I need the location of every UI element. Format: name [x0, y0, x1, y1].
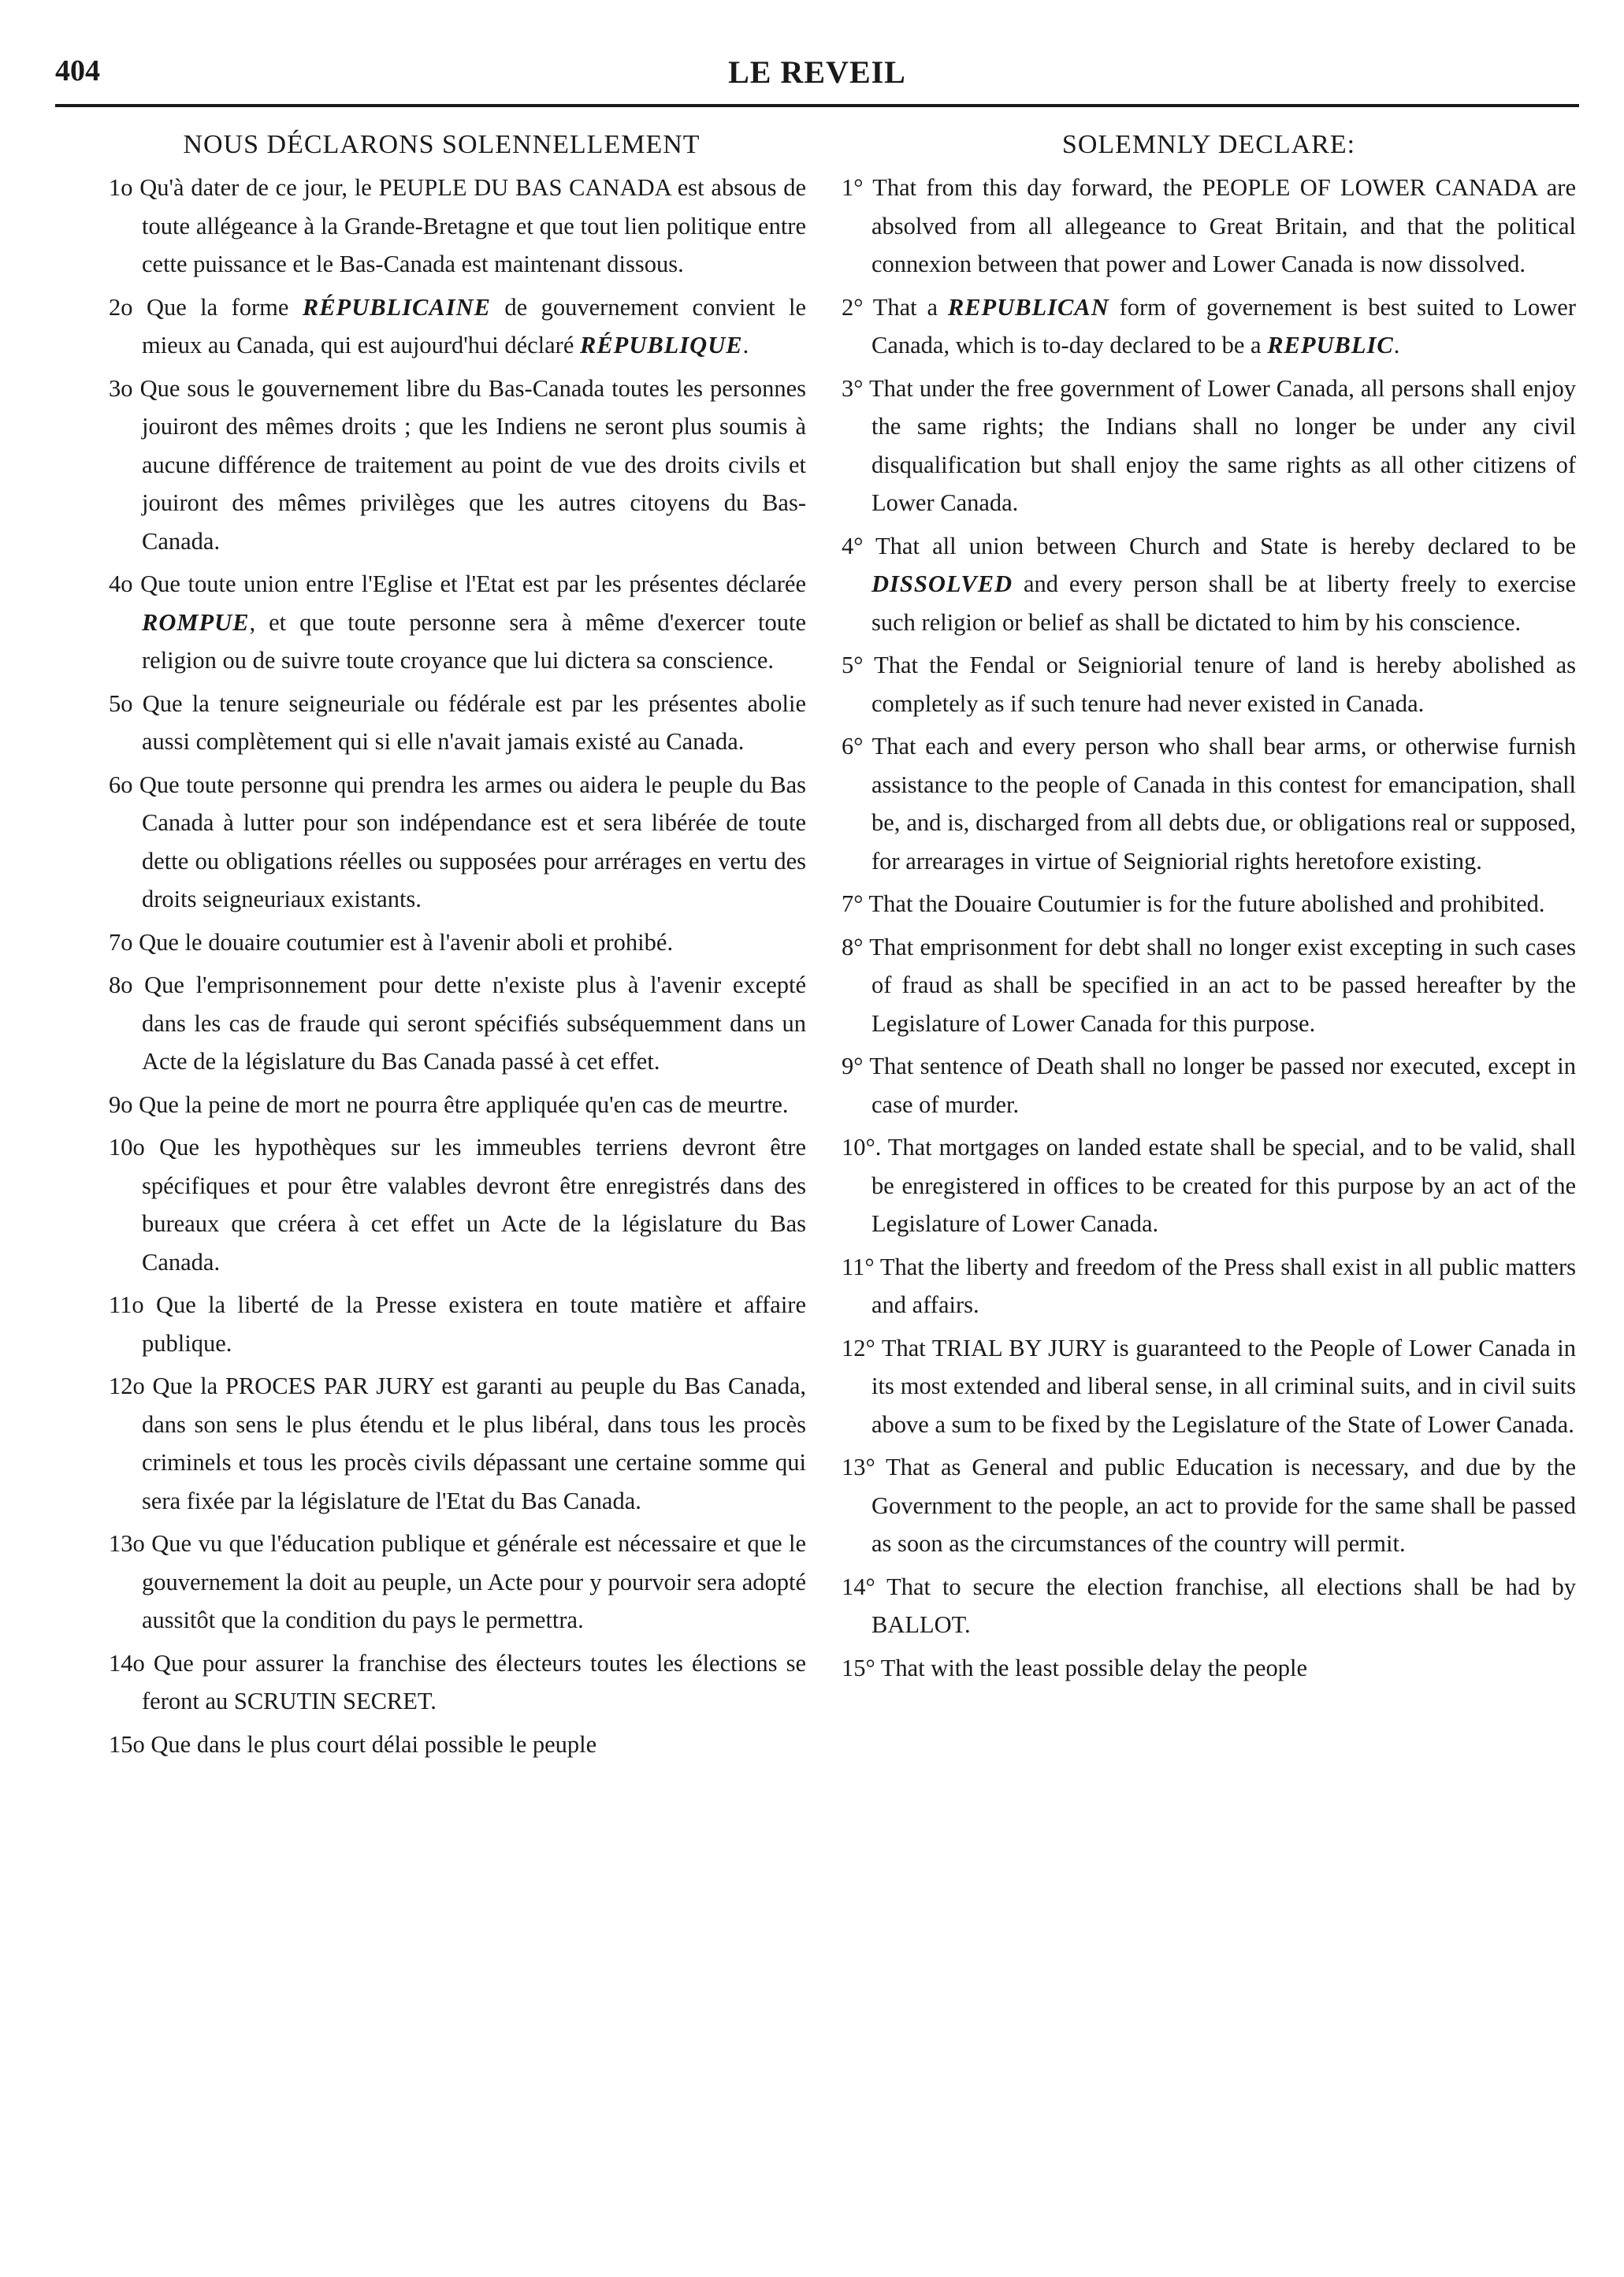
french-article-2 [109, 288, 806, 365]
article-text: Que la peine de mort ne pourra être appliquée qu'en cas de meurtre. [139, 1090, 789, 1118]
article-number: 2° [842, 293, 864, 321]
english-column [842, 126, 1576, 1692]
article-text: Que la forme RÉPUBLICAINE de gouvernement convient le mieux au Canada, qui est aujourd'hui déclaré RÉPUBLIQUE. [142, 293, 806, 358]
article-text: That each and every person who shall bear arms, or otherwise furnish assistance to the people of Canada in this contest for emancipation, shall be, and is, discharged from all debts due, or obligations real or supposed, for arrearages in virtue of Seigniorial rights heretofore existing. [871, 733, 1577, 875]
article-number: 13o [109, 1530, 145, 1557]
english-article-1 [842, 169, 1576, 284]
article-text: Que toute personne qui prendra les armes ou aidera le peuple du Bas Canada à lutter pour son indépendance est et sera libérée de toute dette ou obligations réelles ou supposées pour arrérages en vertu des droits seigneuriaux existants. [139, 771, 806, 912]
article-number: 14° [842, 1573, 875, 1600]
french-article-1 [109, 169, 806, 284]
article-number: 3° [842, 374, 864, 402]
article-text: Que sous le gouvernement libre du Bas-Canada toutes les personnes jouiront des mêmes droits ; que les Indiens ne seront plus soumis à aucune différence de traitement au point de vue des droits civils et jouiront des mêmes privilèges que les autres citoyens du Bas-Canada. [139, 374, 807, 555]
article-number: 5° [842, 652, 864, 678]
english-article-4 [842, 527, 1576, 642]
article-text: Qu'à dater de ce jour, le PEUPLE DU BAS CANADA est absous de toute allégeance à la Grande-Bretagne et que tout lien politique entre cette puissance et le Bas-Canada est maintenant dissous. [139, 174, 806, 277]
article-number: 13° [842, 1454, 875, 1480]
article-number: 11° [842, 1253, 875, 1280]
article-number: 8° [842, 933, 864, 960]
article-text: That with the least possible delay the people [880, 1654, 1308, 1681]
article-text: Que la PROCES PAR JURY est garanti au peuple du Bas Canada, dans son sens le plus étendu et le plus libéral, dans tous les procès criminels et tous les procès civils dépassant une certaine somme qui sera fixée par la législature de l'Etat du Bas Canada. [142, 1373, 806, 1514]
article-number: 9o [109, 1090, 133, 1118]
article-text: That emprisonment for debt shall no longer exist excepting in such cases of fraud as shall be specified in an act to be passed hereafter by the Legislature of Lower Canada for this purpose. [869, 933, 1576, 1037]
french-article-9 [109, 1086, 806, 1124]
article-text: That as General and public Education is necessary, and due by the Government to the people, an act to provide for the same shall be passed as soon as the circumstances of the country will permit. [871, 1454, 1576, 1557]
article-text: Que vu que l'éducation publique et générale est nécessaire et que le gouvernement la doit au peuple, un Acte pour y pourvoir sera adopté aussitôt que la condition du pays le permettra. [142, 1530, 807, 1633]
article-text: Que la tenure seigneuriale ou fédérale est par les présentes abolie aussi complètement qui si elle n'avait jamais existé au Canada. [142, 689, 806, 755]
article-number: 4o [109, 570, 133, 597]
article-number: 8o [109, 971, 133, 998]
article-number: 6o [109, 771, 133, 798]
article-text: Que l'emprisonnement pour dette n'existe plus à l'avenir excepté dans les cas de fraude qui seront spécifiés subséquemment dans un Acte de la législature du Bas Canada passé à cet effet. [142, 971, 807, 1075]
article-number: 15o [109, 1730, 145, 1758]
article-text: That the Douaire Coutumier is for the future abolished and prohibited. [868, 890, 1545, 917]
english-heading: SOLEMNLY DECLARE: [1061, 130, 1356, 159]
french-article-14 [109, 1644, 806, 1721]
english-article-3 [842, 370, 1576, 522]
article-number: 11o [109, 1291, 144, 1318]
article-text: That the liberty and freedom of the Press shall exist in all public matters and affairs. [871, 1253, 1576, 1318]
english-article-14 [842, 1568, 1576, 1644]
article-number: 7° [842, 890, 864, 917]
english-article-5 [842, 646, 1576, 722]
french-article-10 [109, 1128, 806, 1281]
article-text: That sentence of Death shall no longer be passed nor executed, except in case of murder. [869, 1053, 1576, 1118]
french-article-3 [109, 370, 806, 561]
french-column [109, 126, 806, 1768]
article-text: That all union between Church and State is hereby declared to be DISSOLVED and every person shall be at liberty freely to exercise such religion or belief as shall be dictated to him by his conscience. [871, 532, 1576, 636]
header-rule [55, 104, 1579, 107]
page-number: 404 [55, 54, 100, 87]
running-title: LE REVEIL [728, 54, 906, 90]
article-number: 10°. [842, 1134, 882, 1161]
article-number: 12° [842, 1334, 875, 1361]
french-article-7 [109, 923, 806, 962]
english-article-10 [842, 1128, 1576, 1243]
french-article-15 [109, 1725, 806, 1764]
english-article-13 [842, 1448, 1576, 1563]
french-article-11 [109, 1286, 806, 1362]
french-article-4 [109, 565, 806, 680]
english-article-2 [842, 288, 1576, 365]
page-header [55, 46, 1579, 93]
article-text: Que toute union entre l'Eglise et l'Etat est par les présentes déclarée ROMPUE, et que toute personne sera à même d'exercer toute religion ou de suivre toute croyance que lui dictera sa conscience. [140, 570, 806, 674]
english-article-8 [842, 928, 1576, 1043]
article-text: Que pour assurer la franchise des électeurs toutes les élections se feront au SCRUTIN SECRET. [142, 1649, 807, 1714]
french-article-13 [109, 1525, 806, 1640]
english-article-15 [842, 1649, 1576, 1688]
french-heading: NOUS DÉCLARONS SOLENNELLEMENT [183, 130, 701, 159]
english-items [842, 169, 1576, 1687]
article-number: 1° [842, 174, 864, 201]
english-article-6 [842, 727, 1576, 880]
english-article-7 [842, 885, 1576, 923]
article-number: 4° [842, 532, 864, 559]
article-number: 10o [109, 1134, 145, 1161]
article-text: That the Fendal or Seigniorial tenure of land is hereby abolished as completely as if such tenure had never existed in Canada. [871, 652, 1576, 717]
article-text: That a REPUBLICAN form of governement is best suited to Lower Canada, which is to-day declared to be a REPUBLIC. [871, 293, 1576, 358]
article-text: Que le douaire coutumier est à l'avenir aboli et prohibé. [139, 928, 674, 956]
english-article-11 [842, 1248, 1576, 1324]
article-number: 6° [842, 733, 864, 760]
article-text: Que les hypothèques sur les immeubles terriens devront être spécifiques et pour être valables devront être enregistrés dans des bureaux que créera à cet effet un Acte de la législature du Bas Canada. [142, 1134, 807, 1276]
english-article-9 [842, 1047, 1576, 1124]
article-text: That TRIAL BY JURY is guaranteed to the People of Lower Canada in its most extended and liberal sense, in all criminal suits, and in civil suits above a sum to be fixed by the Legislature of the State of Lower Canada. [871, 1334, 1576, 1438]
article-text: Que dans le plus court délai possible le peuple [151, 1730, 597, 1758]
article-number: 14o [109, 1649, 145, 1677]
article-text: That from this day forward, the PEOPLE OF LOWER CANADA are absolved from all allegeance to Great Britain, and that the political connexion between that power and Lower Canada is now dissolved. [871, 174, 1576, 277]
article-number: 5o [109, 689, 133, 717]
french-items [109, 169, 806, 1763]
article-number: 2o [109, 293, 133, 321]
english-article-12 [842, 1329, 1576, 1444]
article-number: 9° [842, 1053, 864, 1079]
french-article-12 [109, 1367, 806, 1520]
french-article-8 [109, 966, 806, 1081]
article-text: That to secure the election franchise, all elections shall be had by BALLOT. [871, 1573, 1577, 1638]
article-number: 15° [842, 1654, 875, 1681]
article-text: That under the free government of Lower Canada, all persons shall enjoy the same rights; the Indians shall no longer be under any civil disqualification but shall enjoy the same rights as all other citizens of Lower Canada. [868, 374, 1576, 516]
article-number: 12o [109, 1373, 145, 1399]
article-number: 3o [109, 374, 133, 402]
article-text: Que la liberté de la Presse existera en toute matière et affaire publique. [142, 1291, 807, 1357]
french-article-6 [109, 766, 806, 919]
article-number: 7o [109, 928, 133, 956]
article-number: 1o [109, 174, 133, 201]
french-article-5 [109, 685, 806, 761]
article-text: That mortgages on landed estate shall be special, and to be valid, shall be enregistered in offices to be created for this purpose by an act of the Legislature of Lower Canada. [871, 1134, 1576, 1237]
